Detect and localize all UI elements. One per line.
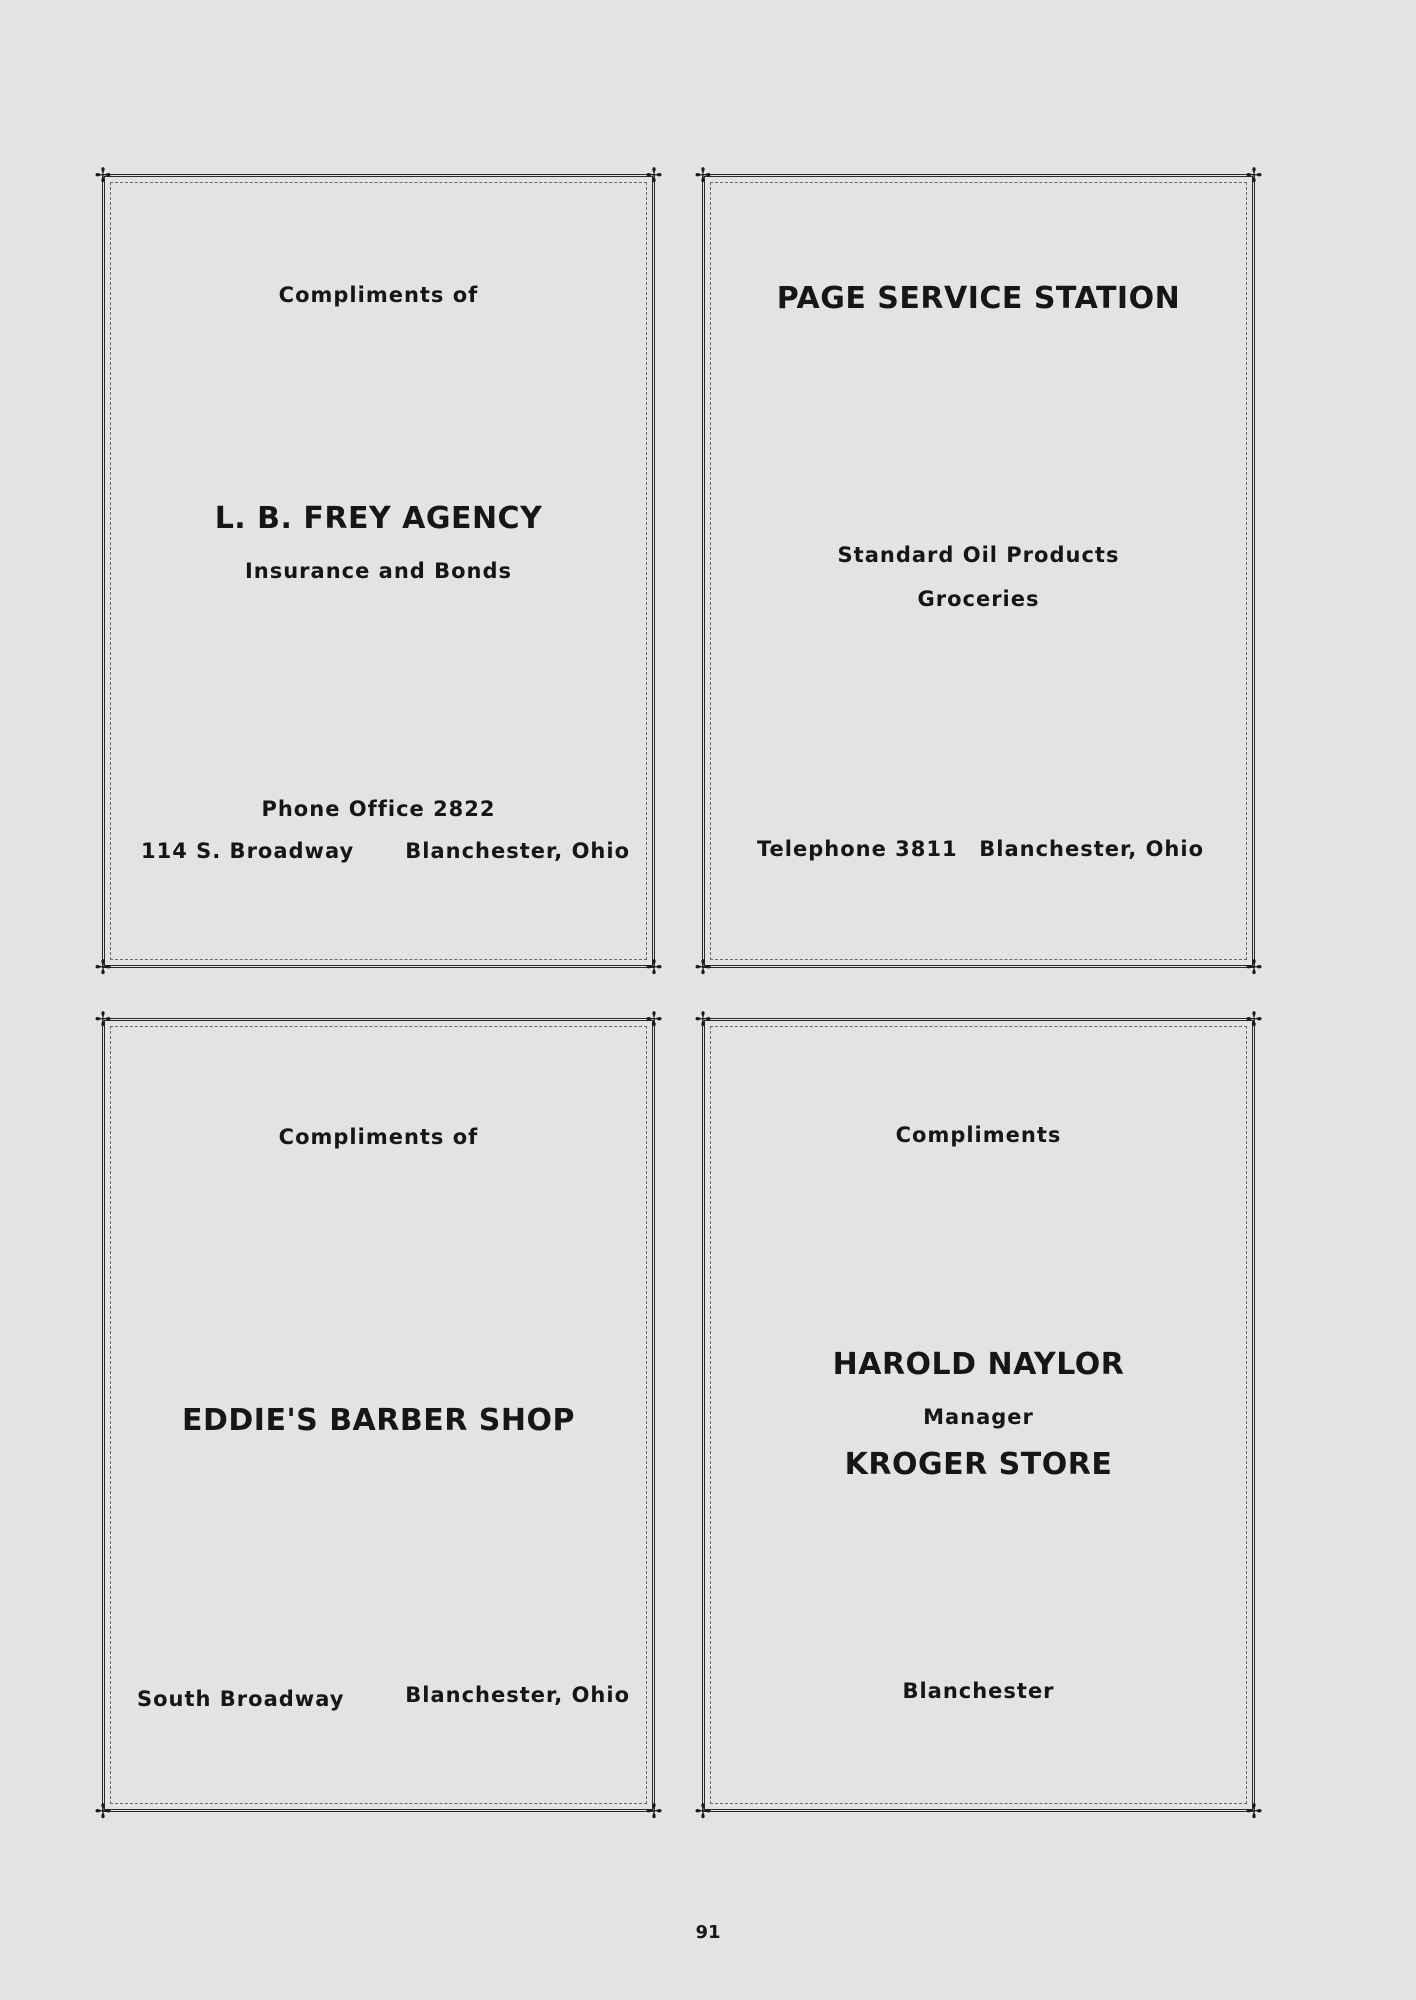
city-state: Blanchester, Ohio [405,1683,630,1707]
street-address: 114 S. Broadway [141,839,355,863]
ad-page-service-station [694,163,1263,979]
ad-kroger-store [694,1007,1263,1823]
ad-intro: Compliments of [278,1125,479,1149]
corner-ornament: ✢ [645,163,663,187]
corner-ornament: ✢ [1245,955,1263,979]
corner-ornament: ✢ [694,1799,712,1823]
page-number: 91 [695,1922,721,1943]
corner-ornament: ✢ [1245,163,1263,187]
product-line: Standard Oil Products [837,543,1120,567]
corner-ornament: ✢ [694,163,712,187]
corner-ornament: ✢ [645,1007,663,1031]
ad-eddies-barber-shop [94,1007,663,1823]
corner-ornament: ✢ [645,1799,663,1823]
corner-ornament: ✢ [694,1007,712,1031]
product-line: Groceries [917,587,1040,611]
corner-ornament: ✢ [94,1007,112,1031]
corner-ornament: ✢ [645,955,663,979]
phone-line: Phone Office 2822 [261,797,496,821]
city-state: Blanchester, Ohio [405,839,630,863]
person-role: Manager [923,1405,1034,1429]
corner-ornament: ✢ [694,955,712,979]
city-state: Blanchester, Ohio [979,837,1204,861]
person-name: HAROLD NAYLOR [832,1347,1125,1382]
ad-frey-agency [94,163,663,979]
business-tagline: Insurance and Bonds [244,559,513,583]
corner-ornament: ✢ [1245,1799,1263,1823]
corner-ornament: ✢ [94,955,112,979]
corner-ornament: ✢ [94,163,112,187]
business-name: EDDIE'S BARBER SHOP [182,1403,575,1438]
city-name: Blanchester [902,1679,1055,1703]
business-name: PAGE SERVICE STATION [776,281,1181,316]
ad-intro: Compliments of [278,283,479,307]
business-name: L. B. FREY AGENCY [214,501,543,536]
corner-ornament: ✢ [94,1799,112,1823]
corner-ornament: ✢ [1245,1007,1263,1031]
business-name: KROGER STORE [844,1447,1113,1482]
ad-intro: Compliments [895,1123,1062,1147]
street-address: South Broadway [137,1687,345,1711]
phone-line: Telephone 3811 [757,837,958,861]
